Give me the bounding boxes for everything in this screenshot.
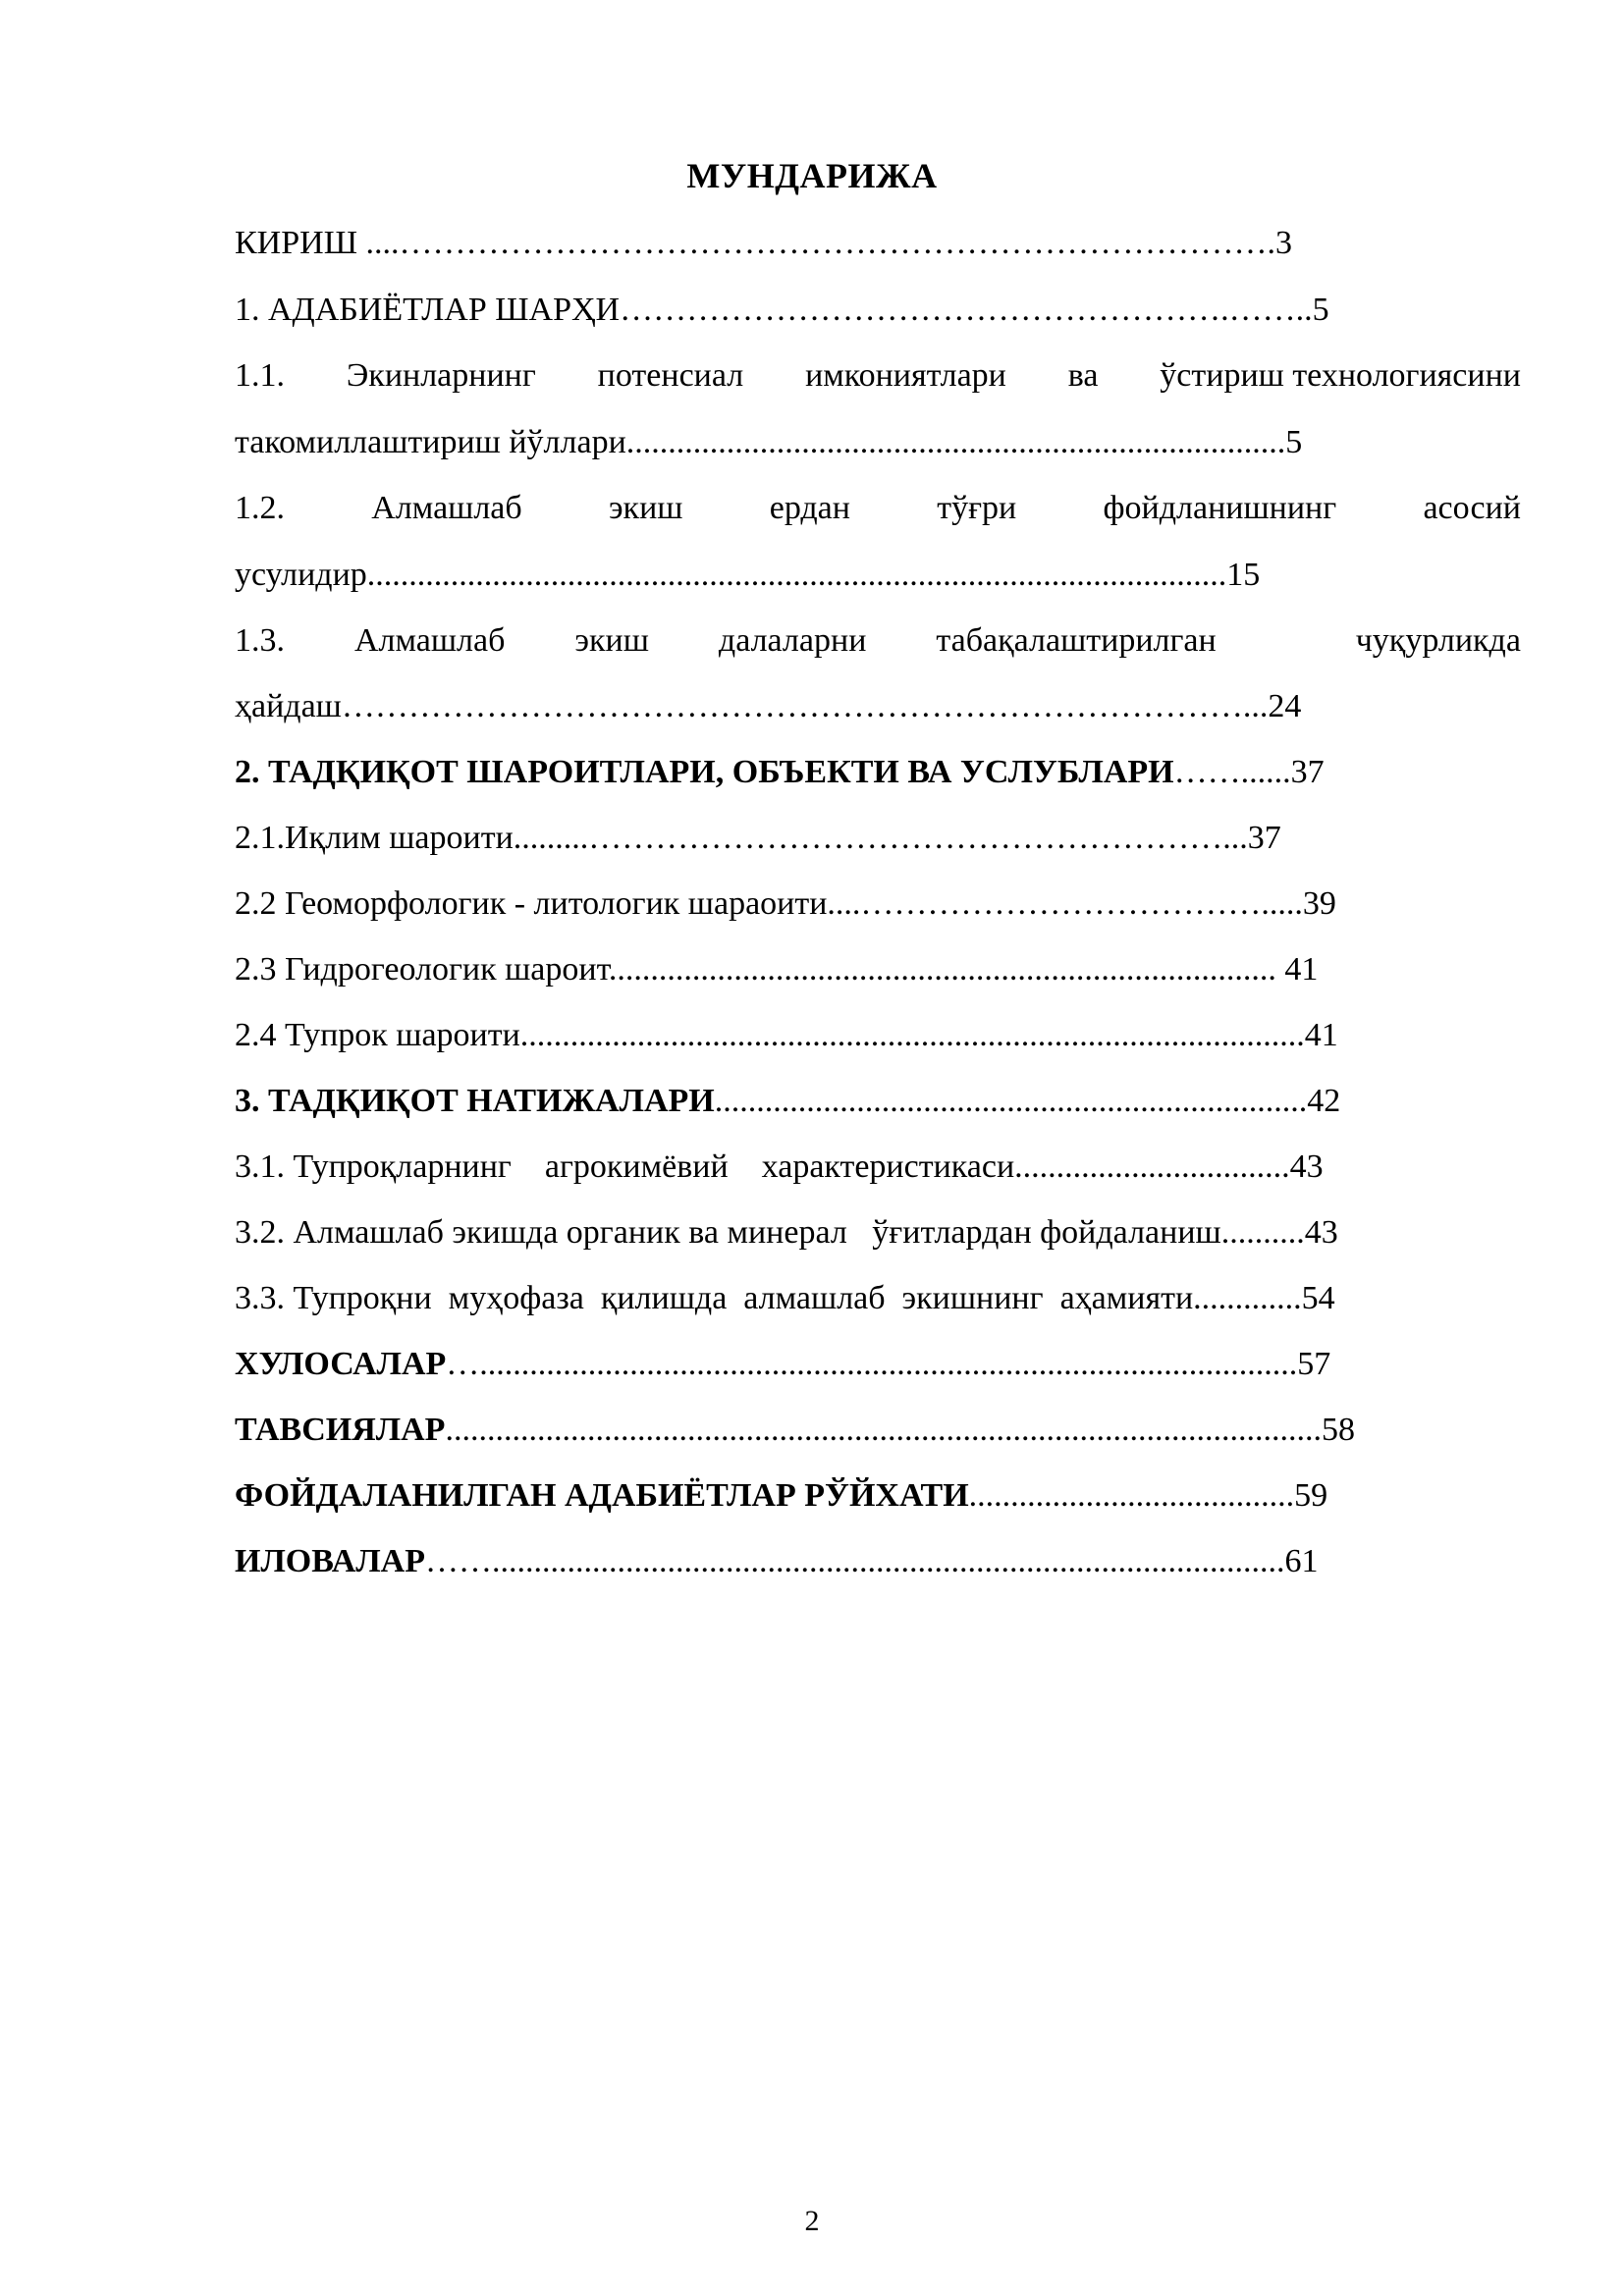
toc-word: фойдланишнинг	[1103, 490, 1337, 526]
toc-entry-leader: ……......37	[1173, 754, 1325, 790]
toc-entry-recommendations[interactable]	[235, 1411, 1521, 1450]
toc-entry-2-1[interactable]	[235, 819, 1521, 858]
toc-entry-heading: ФОЙДАЛАНИЛГАН АДАБИЁТЛАР РЎЙХАТИ	[235, 1477, 969, 1514]
toc-entry-text: 2.3 Гидрогеологик шароит................................................................................ 41	[235, 951, 1319, 988]
toc-entry-leader: .........................................................................................................58	[445, 1412, 1355, 1448]
toc-word: 1.2.	[235, 490, 285, 526]
toc-entry-heading: ХУЛОСАЛАР	[235, 1346, 447, 1382]
toc-entry-text: 2.2 Геоморфологик - литологик шараоити....……………………………….....39	[235, 885, 1336, 922]
toc-word: асосий	[1423, 490, 1521, 526]
toc-entry-text: ҳайдаш………………………………………………………………………...24	[235, 688, 1302, 724]
toc-entry-leader: …..................................................................................................57	[446, 1346, 1331, 1382]
toc-entry-1-2-cont[interactable]	[235, 556, 1521, 595]
page-number: 2	[804, 2205, 820, 2237]
toc-entry-references[interactable]	[235, 1476, 1521, 1516]
toc-entry-text: КИРИШ ....…………………………………………………………………….3	[235, 225, 1292, 261]
toc-entry-leader: .......................................................................42	[714, 1083, 1341, 1119]
toc-entry-text: 3.2. Алмашлаб экишда органик ва минерал ўғитлардан фойдаланиш..........43	[235, 1214, 1338, 1251]
toc-word: тўғри	[937, 490, 1017, 526]
toc-entry-2-4[interactable]	[235, 1016, 1521, 1055]
toc-entry-leader: ……...............................................................................................61	[424, 1543, 1319, 1579]
toc-word: ўстириш технологиясини	[1160, 357, 1521, 394]
toc-entry-heading: ТАВСИЯЛАР	[235, 1412, 446, 1448]
toc-entry-appendices[interactable]	[235, 1542, 1521, 1581]
toc-entry-2[interactable]	[235, 753, 1521, 792]
toc-word: ва	[1067, 357, 1099, 394]
toc-entry-1-1[interactable]	[235, 356, 1521, 396]
toc-entry-3-1[interactable]	[235, 1148, 1521, 1187]
toc-entry-text: 2.1.Иқлим шароити.........…………………………………………………...37	[235, 820, 1281, 856]
toc-entry-2-2[interactable]	[235, 884, 1521, 924]
toc-entry-text: усулидир.......................................................................................................15	[235, 557, 1261, 593]
toc-entry-text: 3.1. Тупроқларнинг агрокимёвий характеристикаси.................................43	[235, 1148, 1324, 1185]
toc-entry-intro[interactable]	[235, 224, 1521, 263]
toc-entry-1-3-cont[interactable]	[235, 687, 1521, 726]
toc-entry-text: 3.3. Тупроқни муҳофаза қилишда алмашлаб экишнинг аҳамияти.............54	[235, 1280, 1335, 1316]
toc-word: экиш	[574, 622, 649, 659]
toc-word: потенсиал	[597, 357, 744, 394]
toc-entry-1-1-cont[interactable]	[235, 423, 1521, 462]
toc-entry-1-2[interactable]	[235, 489, 1521, 528]
toc-entry-text: 1. АДАБИЁТЛАР ШАРҲИ……………………………………………….……..5	[235, 292, 1329, 328]
toc-entry-1[interactable]	[235, 291, 1521, 330]
toc-entry-heading: ИЛОВАЛАР	[235, 1543, 425, 1579]
toc-word: 1.1.	[235, 357, 285, 394]
toc-entry-1-3[interactable]	[235, 621, 1521, 661]
toc-entry-text: 2.4 Тупрок шароити..............................................................................................41	[235, 1017, 1338, 1053]
toc-word: чуқурликда	[1355, 622, 1521, 659]
toc-word: Алмашлаб	[371, 490, 522, 526]
toc-entry-conclusions[interactable]	[235, 1345, 1521, 1384]
toc-word: далаларни	[718, 622, 867, 659]
toc-entry-heading: 3. ТАДҚИҚОТ НАТИЖАЛАРИ	[235, 1083, 715, 1119]
toc-word: табақалаштирилган	[936, 622, 1217, 659]
toc-word: 1.3.	[235, 622, 285, 659]
toc-word: ердан	[769, 490, 850, 526]
toc-entry-3-3[interactable]	[235, 1279, 1521, 1318]
toc-word: экиш	[608, 490, 683, 526]
toc-word: Экинларнинг	[346, 357, 536, 394]
toc-entry-leader: .......................................59	[968, 1477, 1328, 1514]
toc-word: Алмашлаб	[353, 622, 506, 659]
page-title: МУНДАРИЖА	[686, 156, 938, 195]
toc-word: имкониятлари	[805, 357, 1006, 394]
toc-entry-2-3[interactable]	[235, 950, 1521, 989]
toc-entry-text: такомиллаштириш йўллари...............................................................................5	[235, 424, 1303, 460]
toc-entry-heading: 2. ТАДҚИҚОТ ШАРОИТЛАРИ, ОБЪЕКТИ ВА УСЛУБЛАРИ	[235, 754, 1174, 790]
toc-entry-3[interactable]	[235, 1082, 1521, 1121]
toc-entry-3-2[interactable]	[235, 1213, 1521, 1253]
